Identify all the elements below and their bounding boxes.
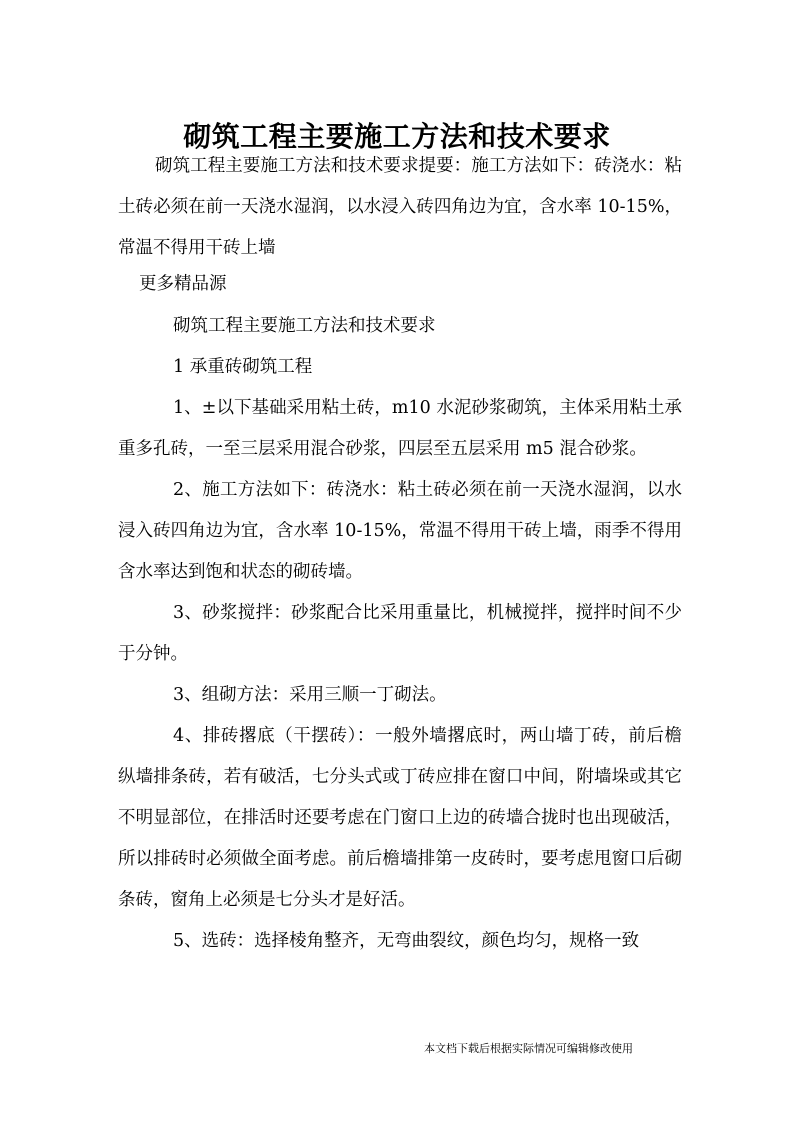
body-paragraph: 3、砂浆搅拌：砂浆配合比采用重量比，机械搅拌，搅拌时间不少于分钟。	[118, 603, 682, 664]
body-paragraph: 5、选砖：选择棱角整齐，无弯曲裂纹，颜色均匀，规格一致	[173, 931, 640, 951]
body-paragraph: 2、施工方法如下：砖浇水：粘土砖必须在前一天浇水湿润，以水浸入砖四角边为宜，含水率 10-15%，常温不得用干砖上墙，雨季不得用含水率达到饱和状态的砌砖墙。	[118, 480, 682, 582]
body-paragraph: 4、排砖撂底（干摆砖）：一般外墙撂底时，两山墙丁砖，前后檐纵墙排条砖，若有破活，七分头式或丁砖应排在窗口中间，附墙垛或其它不明显部位，在排活时还要考虑在门窗口上边的砖墙合拢时也出现破活，所以排砖时必须做全面考虑。前后檐墙排第一皮砖时，要考虑甩窗口后砌条砖，窗角上必须是七分头才是好活。	[118, 726, 682, 910]
body-heading: 砌筑工程主要施工方法和技术要求	[173, 316, 436, 336]
body-paragraph: 3、组砌方法：采用三顺一丁砌法。	[173, 685, 447, 705]
footer-note: 本文档下载后根据实际情况可编辑修改使用	[424, 1042, 633, 1055]
summary-paragraph: 砌筑工程主要施工方法和技术要求提要：施工方法如下：砖浇水：粘土砖必须在前一天浇水湿润，以水浸入砖四角边为宜，含水率 10-15%，常温不得用干砖上墙	[118, 156, 682, 258]
more-resources-label: 更多精品源	[139, 274, 227, 294]
section-heading: 1 承重砖砌筑工程	[173, 357, 313, 377]
document-title: 砌筑工程主要施工方法和技术要求	[183, 119, 611, 153]
body-paragraph: 1、±以下基础采用粘土砖，m10 水泥砂浆砌筑，主体采用粘土承重多孔砖，一至三层采用混合砂浆，四层至五层采用 m5 混合砂浆。	[118, 398, 682, 459]
document-body	[118, 306, 682, 962]
